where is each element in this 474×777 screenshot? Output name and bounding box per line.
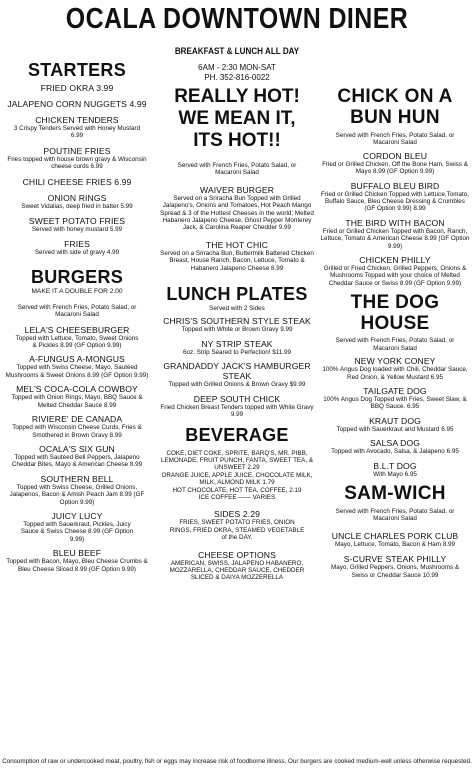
- item-description: Topped with Sautéed Bell Peppers, Jalapeno Cheddar Bites, Mayo & American Cheese 8.99: [11, 453, 143, 469]
- hot-served: Served with French Fries, Potato Salad, or Macaroni Salad: [177, 162, 297, 177]
- menu-item: [160, 339, 314, 356]
- starters-heading: STARTERS: [27, 60, 127, 80]
- item-description: Fried or Grilled Chicken Topped with Lettuce,Tomato, Buffalo Sauce, Bleu Cheese Dressing & Crumbles (GF Option 9.99) 8.99: [321, 190, 469, 213]
- burgers-list: [4, 325, 150, 573]
- item-name: THE BIRD WITH BACON: [345, 217, 445, 228]
- menu-item: [4, 511, 150, 543]
- menu-item: [320, 554, 470, 579]
- beverage-hot-list: HOT CHOCOLATE, HOT TEA, COFFEE, 2.19: [172, 486, 302, 494]
- item-description: Served on a Sriracha Bun, Buttermilk Battered Chicken Breast, House Ranch, Bacon, Lettuce, Tomato & Habanero Jalapeno Cheese 8.99: [160, 249, 314, 272]
- menu-item: [320, 151, 470, 176]
- item-name: NY STRIP STEAK: [201, 338, 273, 349]
- lunch-served: Served with 2 Sides: [209, 305, 265, 313]
- tagline: BREAKFAST & LUNCH ALL DAY: [174, 46, 300, 56]
- item-name: JALAPENO CORN NUGGETS 4.99: [7, 99, 147, 109]
- item-name: ONION RINGS: [47, 192, 107, 203]
- item-description: Fried Chicken Breast Tenders topped with White Gravy 9.99: [160, 403, 314, 419]
- item-name: B.L.T DOG: [373, 460, 417, 471]
- menu-item: [4, 99, 150, 109]
- footer-disclaimer: Consumption of raw or undercooked meat, poultry, fish or eggs may increase risk of foodborne illness. Our burgers are cooked medium-well unless otherwise requested.: [2, 758, 472, 765]
- item-name: POUTINE FRIES: [43, 145, 111, 156]
- item-description: Topped with Swiss Cheese, Grilled Onions, Jalapenos, Bacon & Amish Peach Jam 8.99 (GF Option 9.99): [9, 483, 145, 506]
- left-column: [4, 58, 150, 578]
- phone: PH. 352-816-0022: [204, 72, 270, 82]
- item-description: Topped with Lettuce, Tomato, Sweet Onions & Pickles 8.99 (GF Option 9.99): [15, 334, 139, 350]
- item-description: Topped with White or Brown Gravy 9.99: [181, 326, 293, 334]
- item-name: OCALA'S SIX GUN: [39, 443, 115, 454]
- item-name: LELA'S CHEESEBURGER: [24, 324, 130, 335]
- menu-item: [4, 414, 150, 439]
- menu-item: [160, 240, 314, 272]
- middle-column: [160, 46, 314, 582]
- item-description: 6oz. Strip Seared to Perfection! $11.99: [182, 348, 292, 356]
- sides-heading: SIDES 2.29: [214, 509, 260, 520]
- menu-item: [320, 461, 470, 478]
- menu-item: [320, 416, 470, 433]
- item-name: CHICKEN PHILLY: [359, 255, 431, 266]
- beverage-heading: BEVERAGE: [185, 424, 289, 445]
- item-name: BUFFALO BLEU BIRD: [350, 180, 440, 191]
- item-name: CHICKEN TENDERS: [35, 115, 119, 125]
- lunch-heading: LUNCH PLATES: [166, 284, 308, 305]
- item-description: Grilled or Fried Chicken, Grilled Peppers, Onions & Mushrooms Topped with your choice of Melted Cheddar Sauce or Swiss 8.99 (GF Option 9.99): [323, 265, 467, 287]
- menu-item: [160, 361, 314, 388]
- menu-item: [160, 185, 314, 232]
- item-name: A-FUNGUS A-MONGUS: [29, 354, 125, 365]
- menu-item: [4, 83, 150, 93]
- starters-list: [4, 83, 150, 257]
- chick-heading: CHICK ON A BUN HUN: [337, 86, 453, 128]
- beverage-juice-list: ORANGE JUICE, APPLE JUICE, CHOCOLATE MILK, MILK, ALMOND MILK 1.79: [161, 471, 313, 487]
- item-name: DEEP SOUTH CHICK: [193, 393, 281, 404]
- samwich-served: Served with French Fries, Potato Salad, or Macaroni Salad: [335, 507, 455, 523]
- menu-item: [4, 193, 150, 210]
- item-description: Topped with Sauerkraut and Mustard 6.95: [336, 425, 454, 433]
- menu-item: [4, 444, 150, 469]
- item-description: Topped with Wisconsin Cheese Curds, Fries & Smothered in Brown Gravy 8.99: [12, 424, 142, 439]
- dog-heading: THE DOG HOUSE: [350, 292, 440, 335]
- menu-item: [4, 548, 150, 573]
- hot-heading: REALLY HOT! WE MEAN IT, ITS HOT!!: [174, 86, 300, 151]
- item-name: TAILGATE DOG: [363, 385, 427, 396]
- menu-item: [4, 146, 150, 171]
- item-description: Served with honey mustard 5.99: [31, 226, 123, 234]
- item-name: KRAUT DOG: [369, 415, 421, 426]
- menu-item: [320, 218, 470, 250]
- item-description: Mayo, Grilled Peppers, Onions, Mushrooms & Swiss or Cheddar Sauce 10.99: [330, 564, 460, 579]
- menu-item: [320, 255, 470, 287]
- item-name: WAIVER BURGER: [199, 184, 275, 195]
- menu-item: [4, 115, 150, 140]
- sides-list: FRIES, SWEET POTATO FRIES, ONION RINGS, FRIED OKRA, STEAMED VEGETABLE of the DAY.: [169, 519, 305, 542]
- item-name: THE HOT CHIC: [205, 239, 269, 250]
- beverage-ice-coffee: ICE COFFEE —— VARIES: [198, 493, 276, 501]
- menu-item: [4, 384, 150, 409]
- item-description: Topped with Grilled Onions & Brown Gravy $9.99: [168, 381, 306, 389]
- item-name: MEL'S COCA-COLA COWBOY: [16, 384, 138, 395]
- item-name: CORDON BLEU: [362, 150, 428, 161]
- item-description: Fried or Grilled Chicken, Off the Bone Ham, Swiss & Mayo 8.99 (GF Option 9.99): [322, 160, 468, 176]
- item-name: SOUTHERN BELL: [40, 473, 114, 484]
- cheese-heading: CHEESE OPTIONS: [198, 549, 276, 560]
- chick-list: [320, 151, 470, 287]
- item-name: S-CURVE STEAK PHILLY: [343, 554, 447, 565]
- item-description: Fries topped with house brown gravy & Wisconsin cheese curds 6.99: [7, 155, 147, 171]
- burgers-served: Served with French Fries, Potato Salad, or Macaroni Salad: [17, 303, 137, 319]
- item-name: BLEU BEEF: [52, 548, 102, 559]
- item-description: Served on a Sriracha Bun Topped with Grilled Jalapeno's, Onions and Tomatoes, Hot Peach Mango Spread & 3 of the Hottest Cheeses in the world; Melted Habanero Jalapeno Cheese, Ghost Pepper Monterey Jack, & Carolina Reaper Chedder 9.99: [160, 194, 314, 232]
- samwich-list: [320, 531, 470, 579]
- menu-item: [320, 438, 470, 455]
- dog-list: [320, 356, 470, 478]
- hours: 6AM - 2:30 MON-SAT: [198, 63, 276, 72]
- item-description: Topped with Sauerkraut, Pickles, Juicy Sauce & Swiss Cheese 8.99 (GF Option 9.99): [20, 520, 134, 543]
- item-name: SWEET POTATO FRIES: [28, 216, 126, 227]
- menu-item: [4, 239, 150, 256]
- chick-served: Served with French Fries, Potato Salad, or Macaroni Salad: [335, 132, 455, 147]
- cheese-list: AMERICAN, SWISS, JALAPENO HABANERO, MOZZARELLA, CHEDDAR SAUCE, CHEDDER SLICED & DAIYA MOZZERELLA: [169, 559, 305, 582]
- item-description: Served with side of gravy 4.99: [34, 249, 120, 257]
- item-name: FRIED OKRA 3.99: [40, 83, 114, 93]
- menu-item: [320, 356, 470, 381]
- item-description: 100% Angus Dog loaded with Chili, Cheddar Sauce, Red Onion, & Yellow Mustard 6.95: [322, 366, 468, 381]
- item-description: With Mayo 6.95: [373, 470, 417, 478]
- item-name: GRANDADDY JACK'S HAMBURGER STEAK: [163, 361, 311, 382]
- hot-list: [160, 185, 314, 272]
- menu-item: [4, 177, 150, 187]
- menu-item: [4, 216, 150, 233]
- item-description: Fried or Grilled Chicken Topped with Bacon, Ranch, Lettuce, Tomato & American Cheese 8.99 (GF Option 9.99): [320, 227, 470, 250]
- burgers-note: MAKE IT A DOUBLE FOR 2.00: [31, 287, 123, 295]
- menu-item: [320, 386, 470, 411]
- burgers-heading: BURGERS: [30, 266, 124, 287]
- item-name: RIVIERE' DE CANADA: [31, 414, 123, 425]
- dog-served: Served with French Fries, Potato Salad, or Macaroni Salad: [335, 337, 455, 352]
- item-description: Sweet Vidalias, deep fried in batter 5.99: [21, 202, 133, 210]
- item-name: CHRIS'S SOUTHERN STYLE STEAK: [163, 316, 311, 327]
- menu-item: [320, 181, 470, 213]
- item-name: NEW YORK CONEY: [354, 356, 436, 367]
- menu-title: OCALA DOWNTOWN DINER: [65, 3, 409, 35]
- item-description: Topped with Avocado, Salsa, & Jalapeno 6.95: [331, 448, 459, 456]
- item-description: Mayo, Lettuce, Tomato, Bacon & Ham 8.99: [335, 540, 455, 548]
- menu-item: [320, 531, 470, 548]
- item-name: SALSA DOG: [369, 438, 421, 449]
- menu-item: [160, 394, 314, 419]
- item-name: FRIES: [64, 239, 90, 250]
- menu-item: [4, 354, 150, 379]
- item-description: 100% Angus Dog Topped with Fries, Sweet Slaw, & BBQ Sauce. 6.95: [323, 395, 467, 411]
- right-column: [320, 86, 470, 585]
- lunch-list: [160, 316, 314, 418]
- samwich-heading: SAM-WICH: [344, 482, 446, 504]
- beverage-soda-list: COKE, DIET COKE, SPRITE, BARQ'S, MR. PIBB, LEMONADE, FRUIT PUNCH, FANTA, SWEET TEA, & UNSWEET 2.29: [160, 449, 314, 472]
- item-description: Topped with Onion Rings, Mayo, BBQ Sauce & Melted Cheddar Sauce 8.99: [11, 394, 143, 409]
- item-description: Topped with Bacon, Mayo, Bleu Cheese Crumbs & Bleu Cheese Sliced 8.99 (GF Option 9.99): [6, 558, 148, 573]
- menu-item: [4, 474, 150, 506]
- item-name: JUICY LUCY: [51, 510, 103, 521]
- item-name: UNCLE CHARLES PORK CLUB: [331, 530, 459, 541]
- item-description: 3 Crispy Tenders Served with Honey Mustard 6.99: [13, 125, 141, 140]
- menu-item: [160, 316, 314, 333]
- item-description: Topped with Swiss Cheese, Mayo, Sautéed Mushrooms & Sweet Onions 8.99 (GF Option 9.99): [5, 364, 149, 379]
- item-name: CHILI CHEESE FRIES 6.99: [22, 176, 132, 187]
- menu-item: [4, 325, 150, 350]
